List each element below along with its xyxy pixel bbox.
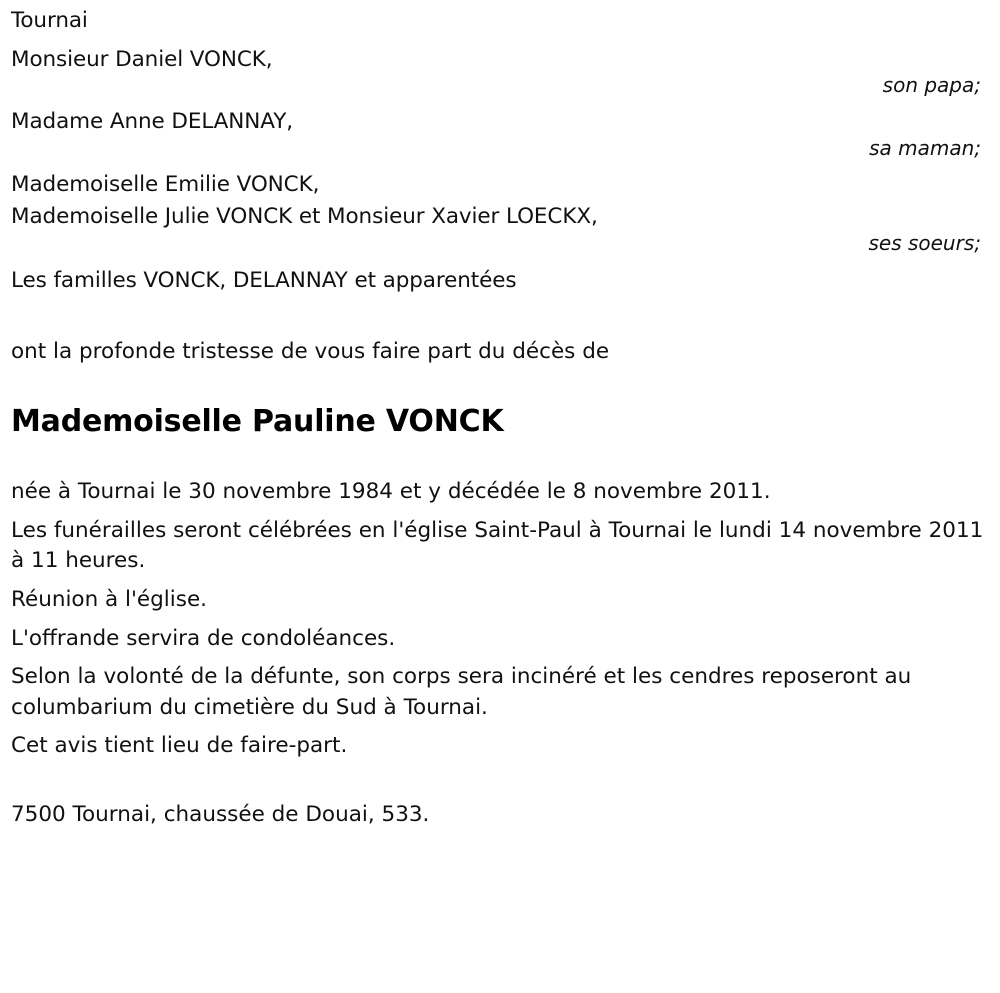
detail-cremation: Selon la volonté de la défunte, son corps sera incinéré et les cendres reposeront au columbarium du cimetière du Sud à Tournai. xyxy=(11,664,912,720)
place-line: Tournai xyxy=(11,8,88,33)
family-member-role-father: son papa; xyxy=(882,73,981,98)
family-member-role-mother: sa maman; xyxy=(869,135,981,160)
family-member-name-mother: Madame Anne DELANNAY, xyxy=(11,109,293,135)
details-block xyxy=(11,477,988,761)
family-member-name-father: Monsieur Daniel VONCK, xyxy=(11,46,273,72)
family-member-name-sister-1: Mademoiselle Emilie VONCK, xyxy=(11,171,320,197)
announcement-lead: ont la profonde tristesse de vous faire part du décès de xyxy=(11,339,610,365)
family-member-role-sisters: ses soeurs; xyxy=(868,230,981,255)
detail-birth-death: née à Tournai le 30 novembre 1984 et y décédée le 8 novembre 2011. xyxy=(11,479,771,505)
family-member-name-sister-2: Mademoiselle Julie VONCK et Monsieur Xavier LOECKX, xyxy=(11,204,598,230)
detail-funeral: Les funérailles seront célébrées en l'église Saint-Paul à Tournai le lundi 14 novembre 2011 à 11 heures. xyxy=(11,517,984,574)
deceased-name: Mademoiselle Pauline VONCK xyxy=(11,403,504,439)
detail-gathering: Réunion à l'église. xyxy=(11,586,208,612)
families-line: Les familles VONCK, DELANNAY et apparentées xyxy=(11,267,517,293)
detail-notice-statement: Cet avis tient lieu de faire-part. xyxy=(11,733,348,759)
address-line: 7500 Tournai, chaussée de Douai, 533. xyxy=(11,801,430,827)
detail-offering: L'offrande servira de condoléances. xyxy=(11,625,396,651)
